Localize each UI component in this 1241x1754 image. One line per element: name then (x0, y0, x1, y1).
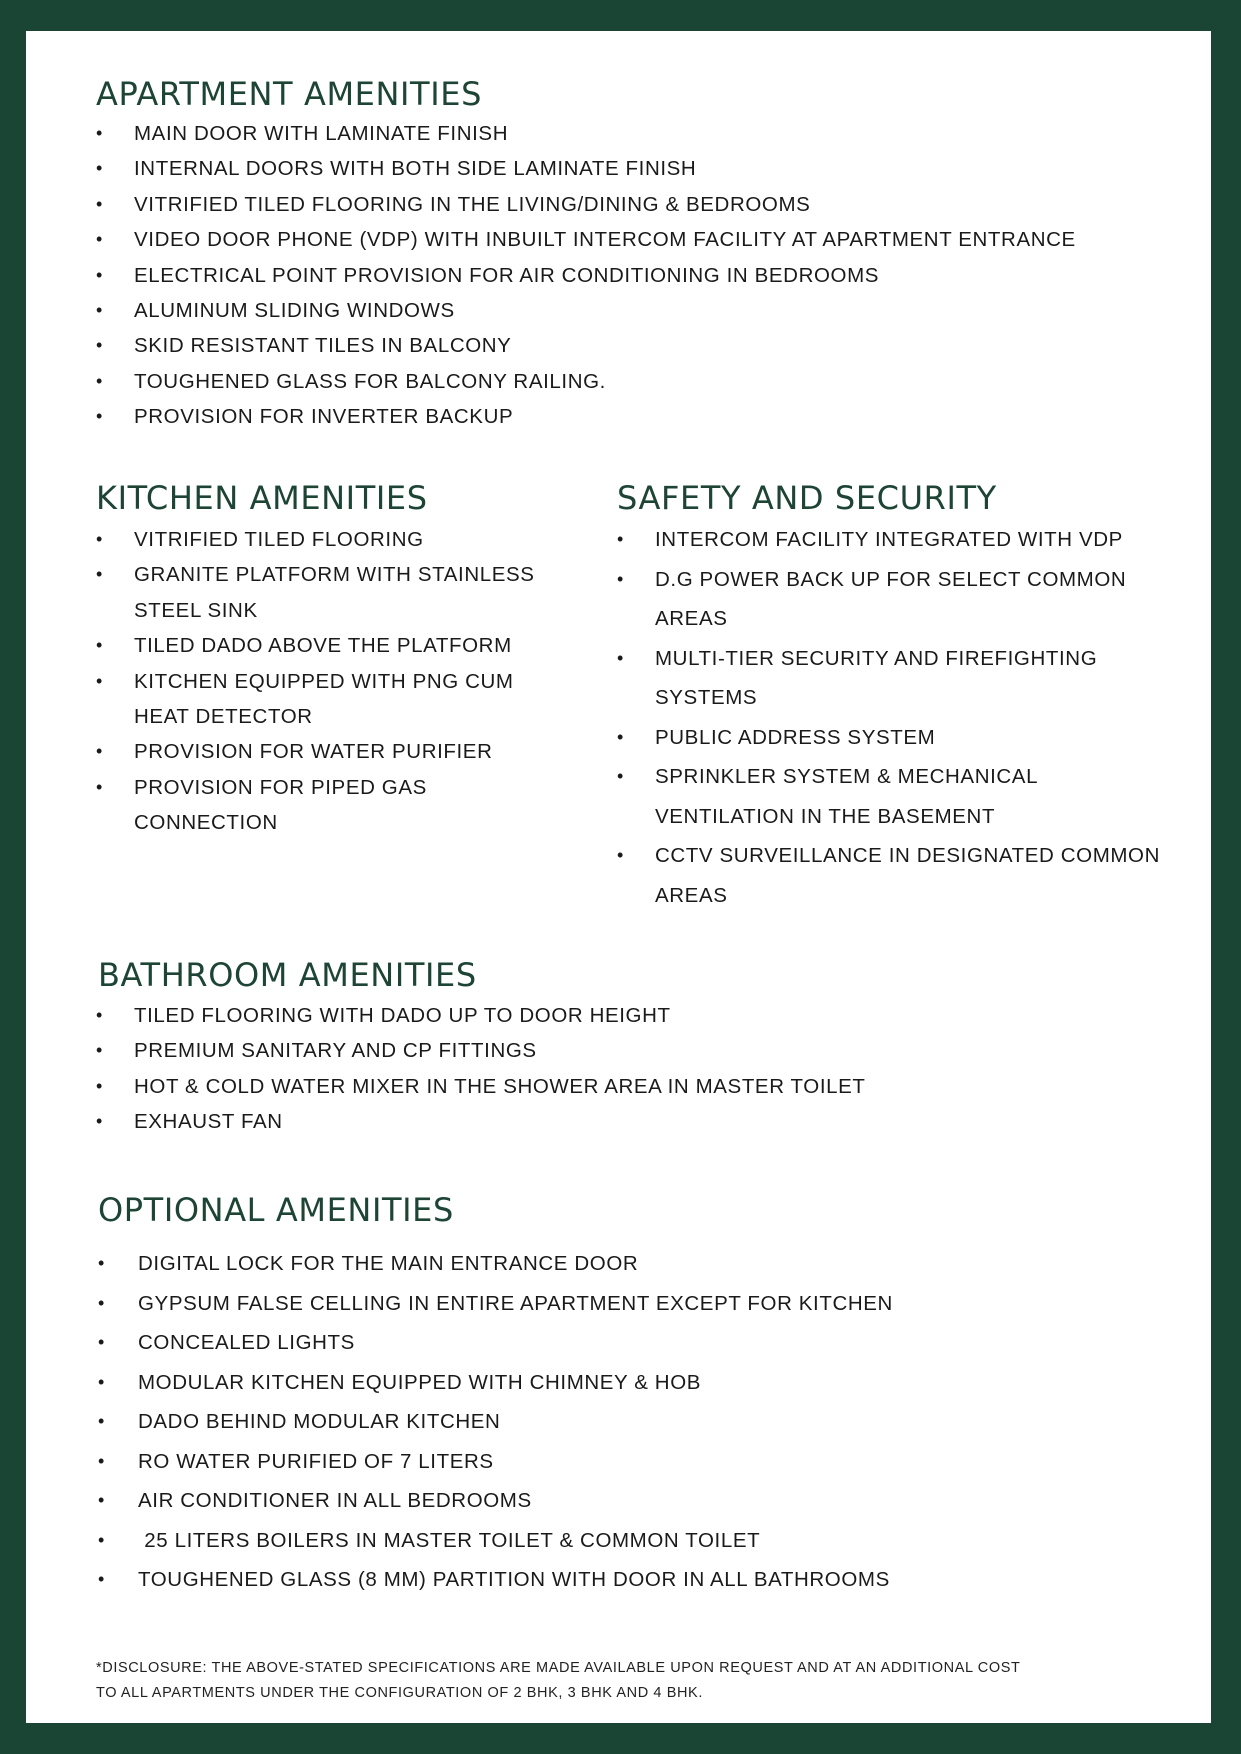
apartment-amenities-list (96, 116, 1186, 435)
list-item: • SPRINKLER SYSTEM & MECHANICAL VENTILATION IN THE BASEMENT (617, 757, 1177, 836)
bathroom-amenities-list (96, 998, 1158, 1140)
list-item: • VITRIFIED TILED FLOORING (96, 522, 566, 557)
disclosure-line-2: TO ALL APARTMENTS UNDER THE CONFIGURATION OF 2 BHK, 3 BHK AND 4 BHK. (96, 1685, 703, 1701)
list-item: • GRANITE PLATFORM WITH STAINLESS STEEL SINK (96, 557, 566, 628)
list-item: • INTERNAL DOORS WITH BOTH SIDE LAMINATE FINISH (96, 151, 1186, 186)
safety-security-title: SAFETY AND SECURITY (617, 479, 997, 517)
list-item: • TOUGHENED GLASS (8 MM) PARTITION WITH DOOR IN ALL BATHROOMS (98, 1560, 1158, 1600)
list-item: • AIR CONDITIONER IN ALL BEDROOMS (98, 1481, 1158, 1521)
kitchen-amenities-section (96, 479, 566, 841)
safety-security-section (617, 479, 1177, 915)
optional-amenities-section (98, 1191, 1158, 1600)
apartment-amenities-title: APARTMENT AMENITIES (96, 75, 482, 113)
list-item: • KITCHEN EQUIPPED WITH PNG CUM HEAT DETECTOR (96, 664, 566, 735)
list-item: • EXHAUST FAN (96, 1104, 1158, 1139)
apartment-amenities-section (96, 75, 1186, 435)
list-item: • PROVISION FOR PIPED GAS CONNECTION (96, 770, 566, 841)
list-item: • ALUMINUM SLIDING WINDOWS (96, 293, 1186, 328)
list-item: • MODULAR KITCHEN EQUIPPED WITH CHIMNEY & HOB (98, 1363, 1158, 1403)
disclosure-note (96, 1656, 1096, 1706)
optional-amenities-title: OPTIONAL AMENITIES (98, 1191, 454, 1229)
list-item: • MULTI-TIER SECURITY AND FIREFIGHTING SYSTEMS (617, 639, 1177, 718)
list-item: • MAIN DOOR WITH LAMINATE FINISH (96, 116, 1186, 151)
list-item: • PUBLIC ADDRESS SYSTEM (617, 718, 1177, 758)
list-item: • VITRIFIED TILED FLOORING IN THE LIVING/DINING & BEDROOMS (96, 187, 1186, 222)
list-item: • TILED FLOORING WITH DADO UP TO DOOR HEIGHT (96, 998, 1158, 1033)
list-item: • SKID RESISTANT TILES IN BALCONY (96, 328, 1186, 363)
list-item: • DADO BEHIND MODULAR KITCHEN (98, 1402, 1158, 1442)
list-item: • CONCEALED LIGHTS (98, 1323, 1158, 1363)
optional-amenities-list (98, 1244, 1158, 1600)
list-item: • RO WATER PURIFIED OF 7 LITERS (98, 1442, 1158, 1482)
list-item: • GYPSUM FALSE CELLING IN ENTIRE APARTMENT EXCEPT FOR KITCHEN (98, 1284, 1158, 1324)
list-item: • VIDEO DOOR PHONE (VDP) WITH INBUILT INTERCOM FACILITY AT APARTMENT ENTRANCE (96, 222, 1186, 257)
list-item: • INTERCOM FACILITY INTEGRATED WITH VDP (617, 520, 1177, 560)
kitchen-amenities-list (96, 522, 566, 841)
bathroom-amenities-title: BATHROOM AMENITIES (98, 956, 477, 994)
list-item: • PREMIUM SANITARY AND CP FITTINGS (96, 1033, 1158, 1068)
list-item: • D.G POWER BACK UP FOR SELECT COMMON AREAS (617, 560, 1177, 639)
list-item: • PROVISION FOR WATER PURIFIER (96, 734, 566, 769)
list-item: • ELECTRICAL POINT PROVISION FOR AIR CONDITIONING IN BEDROOMS (96, 258, 1186, 293)
list-item: • CCTV SURVEILLANCE IN DESIGNATED COMMON AREAS (617, 836, 1177, 915)
safety-security-list (617, 520, 1177, 915)
kitchen-amenities-title: KITCHEN AMENITIES (96, 479, 428, 517)
list-item: • TOUGHENED GLASS FOR BALCONY RAILING. (96, 364, 1186, 399)
list-item: • DIGITAL LOCK FOR THE MAIN ENTRANCE DOOR (98, 1244, 1158, 1284)
document-page (26, 31, 1211, 1723)
list-item: • PROVISION FOR INVERTER BACKUP (96, 399, 1186, 434)
disclosure-line-1: *DISCLOSURE: THE ABOVE-STATED SPECIFICATIONS ARE MADE AVAILABLE UPON REQUEST AND AT AN ADDITIONAL COST (96, 1660, 1021, 1676)
list-item: • TILED DADO ABOVE THE PLATFORM (96, 628, 566, 663)
list-item: • HOT & COLD WATER MIXER IN THE SHOWER AREA IN MASTER TOILET (96, 1069, 1158, 1104)
bathroom-amenities-section (98, 956, 1158, 1140)
list-item: • 25 LITERS BOILERS IN MASTER TOILET & COMMON TOILET (98, 1521, 1158, 1561)
